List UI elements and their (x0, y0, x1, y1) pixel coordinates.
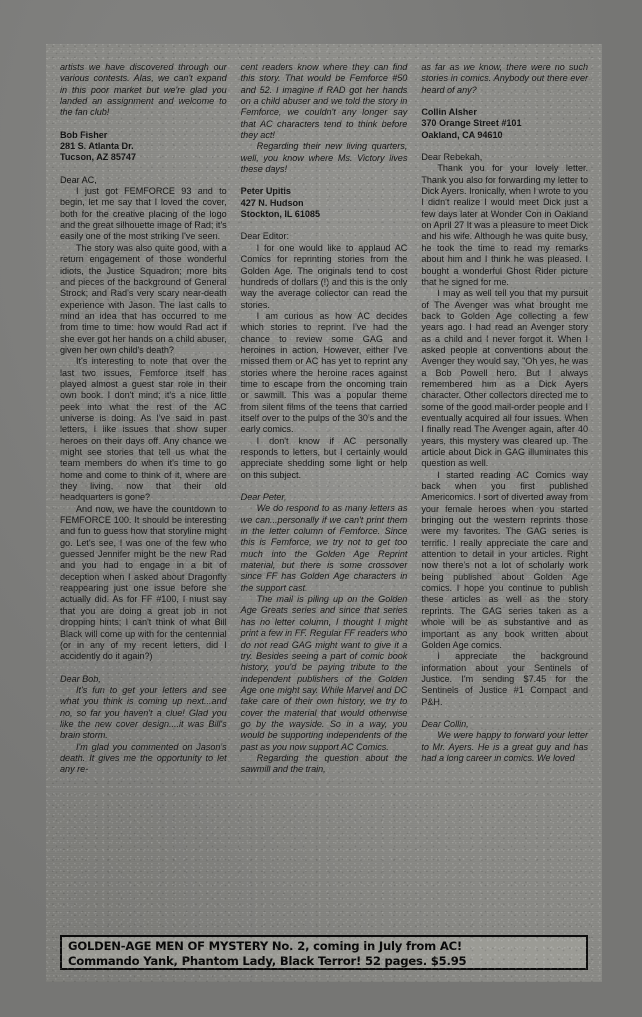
letter-writer-address-line: 281 S. Atlanta Dr. (60, 141, 134, 152)
editor-reply-paragraph: cent readers know where they can find this story. That would be Femforce #50 and 52. I imagine if RAD got her hands on a child abuser and we told the story in Femforce, we couldn't any longer say that AC characters tend to think before they act! (240, 62, 408, 141)
paragraph-gap (421, 708, 588, 719)
letter-writer-address-line: Bob Fisher (60, 129, 108, 140)
letter-salutation: Dear AC, (60, 174, 97, 185)
editor-reply-paragraph: as far as we know, there were no such stories in comics. Anybody out there ever heard of any? (421, 62, 589, 95)
letter-writer-address-line: Tucson, AZ 85747 (60, 152, 136, 163)
editor-reply-paragraph: The mail is piling up on the Golden Age Greats series and since that series has no letter column, I thought I might print a few in FF. Regular FF readers who do not read GAG might want to give it a try. Besides seeing a part of comic book history, you'd be paying tribute to the independent publishers of the Golden Age one might say. While Marvel and DC take care of their own history, we try to cover the material that would otherwise go by the wayside. So in a way, you would be supporting independents of the past as you now support AC Comics. (240, 594, 408, 752)
paragraph-gap (241, 220, 408, 231)
letter-salutation: Dear Rebekah, (421, 152, 483, 163)
letter-paragraph: I started reading AC Comics way back when you first published Americomics. I sort of diverted away from your female heroes when you started bringing out the western reprints those were my favorites. The GAG series is terrific. I really appreciate the care and attention to detail in your articles. Right now there's not a lot of scholarly work being published about Golden Age comics. I hope you continue to publish these articles as well as the story reprints. The GAG series taken as a whole will be as substantive and as important as any book written about Golden Age comics. (421, 469, 589, 650)
letters-column-2 (241, 62, 408, 924)
letter-salutation: Dear Editor: (240, 231, 289, 242)
letter-paragraph: And now, we have the countdown to FEMFORCE 100. It should be interesting and fun to guess how that storyline might go. Let's see, I was one of the few who guessed Jennifer might be the new Rad and you had to engage in a bit of deception when I asked about Dragonfly reappearing just one issue before she actually did. As for FF #100, I must say that you are doing a great job in not dropping hints; I can't think of what Bill Black will come up with for the centennial (or in any of my recent letters, did I accidently do it again?) (60, 503, 227, 662)
letter-paragraph: It's interesting to note that over the last two issues, Femforce itself has played almost a guest star role in their own book. I don't mind; it's a nice little peek into what the rest of the AC universe is doing. As I've said in past letters, I like issues that show super heroes on their days off. Any chance we might see stories that tell us what the team members do when it's time to go home and come to think of it, where are they living, now that their old headquarters is gone? (60, 356, 227, 503)
letter-paragraph: I appreciate the background information about your Sentinels of Justice. I'm sending $7.45 for the Sentinels of Justice #1 Compact and P&H. (421, 651, 589, 707)
letter-writer-address-line: 370 Orange Street #101 (421, 118, 522, 129)
letter-writer-address-line: Peter Upitis (240, 186, 291, 197)
editor-reply-paragraph: We were happy to forward your letter to Mr. Ayers. He is a great guy and has had a long career in comics. We loved (421, 730, 589, 763)
letter-writer-address-line: Collin Alsher (421, 107, 477, 118)
ad-banner-line-2: Commando Yank, Phantom Lady, Black Terror! 52 pages. $5.95 (68, 953, 467, 968)
page-paper-area (46, 44, 602, 982)
letter-paragraph: I am curious as how AC decides which stories to reprint. I've had the chance to review some GAG and heroines in action. However, either I've missed them or AC has yet to reprint any stories where the heroine races against time to escape from the oncoming train or sawmill. This was a popular theme from silent films of the teens that carried itself over to the pulps of the 30's and the early comics. (240, 310, 408, 435)
editor-reply-paragraph: Regarding their new living quarters, well, you know where Ms. Victory lives these days! (240, 141, 408, 175)
paragraph-gap (60, 663, 227, 674)
advertisement-banner (60, 935, 588, 970)
editor-reply-paragraph: Regarding the question about the sawmill and the train, (240, 752, 408, 775)
paragraph-gap (421, 141, 588, 152)
letter-writer-address-line: Oakland, CA 94610 (421, 129, 503, 140)
letter-writer-address-line: Stockton, IL 61085 (240, 209, 320, 220)
ad-banner-line-1: GOLDEN-AGE MEN OF MYSTERY No. 2, coming in July from AC! (68, 939, 463, 953)
letter-paragraph: I for one would like to applaud AC Comics for reprinting stories from the Golden Age. The originals tend to cost hundreds of dollars (!) and this is the only way the average collector can read the stories. (240, 242, 408, 310)
letter-paragraph: The story was also quite good, with a return engagement of those wonderful idiots, the Justice Squadron; more bits and pieces of the background of General Strock; and Rad's very scary near-death experience with Jason. The last calls to mind an idea that has occurred to me from time to time: how would Rad act if she ever got her hands on a child abuser, given her own child's death? (60, 242, 227, 355)
paragraph-gap (60, 164, 227, 175)
paragraph-gap (241, 481, 408, 492)
paragraph-gap (241, 175, 408, 186)
paragraph-gap (421, 96, 588, 107)
editor-reply-paragraph: artists we have discovered through our various contests. Alas, we can't expand in this poor market but we're glad you landed an assignment and welcome to the fan club! (60, 62, 227, 118)
editor-reply-paragraph: I'm glad you commented on Jason's death. It gives me the opportunity to let any re- (60, 741, 227, 775)
letter-paragraph: I just got FEMFORCE 93 and to begin, let me say that I loved the cover, both for the creative placing of the logo and the great silhouette image of Rad; it's easily one of the most striking I've seen. (60, 186, 227, 242)
paragraph-gap (60, 119, 227, 130)
letter-paragraph: I may as well tell you that my pursuit of The Avenger was what brought me back to Golden Age collecting a few years ago. I had read an Avenger story as a child and I never forgot it. When I asked people at conventions about the Avenger they would say, "Oh yes, he was a Bob Powell hero. But I always remembered him as a Dick Ayers character. Other collectors directed me to some of the good mail-order people and I eventually acquired all four issues. When I finally read The Avenger again, after 40 years, this mystery was cleared up. The article about Dick in GAG illuminates this question as well. (421, 288, 589, 469)
editor-reply-paragraph: It's fun to get your letters and see what you think is coming up next...and no, so far you haven't a clue! Glad you like the new cover design....it was Bill's brain storm. (60, 684, 227, 741)
letters-column-3 (421, 62, 588, 924)
editor-reply-salutation: Dear Bob, (60, 673, 101, 684)
letters-column-container (60, 62, 588, 924)
editor-reply-salutation: Dear Peter, (240, 492, 287, 503)
letters-column-1 (60, 62, 227, 924)
editor-reply-salutation: Dear Collin, (421, 718, 469, 729)
letter-paragraph: I don't know if AC personally responds to letters, but I certainly would appreciate shedding some light or help on this subject. (240, 435, 408, 480)
letter-writer-address-line: 427 N. Hudson (240, 197, 304, 208)
editor-reply-paragraph: We do respond to as many letters as we can...personally if we can't print them in the letter column of Femforce. Since this is Femforce, we try not to get too much into the Golden Age Reprint material, but there is some crossover since FF has Golden Age characters in the support cast. (240, 503, 408, 593)
letter-paragraph: Thank you for your lovely letter. Thank you also for forwarding my letter to Dick Ayers. Ironically, when I wrote to you I didn't realize I would meet Dick just a few days later at Wonder Con in Oakland on April 27 It was a pleasure to meet Dick and his wife. Although he was quite busy, he took the time to read my remarks about him and I think he was pleased. I bought a wonderful Ghost Rider picture that he signed for me. (421, 163, 589, 287)
